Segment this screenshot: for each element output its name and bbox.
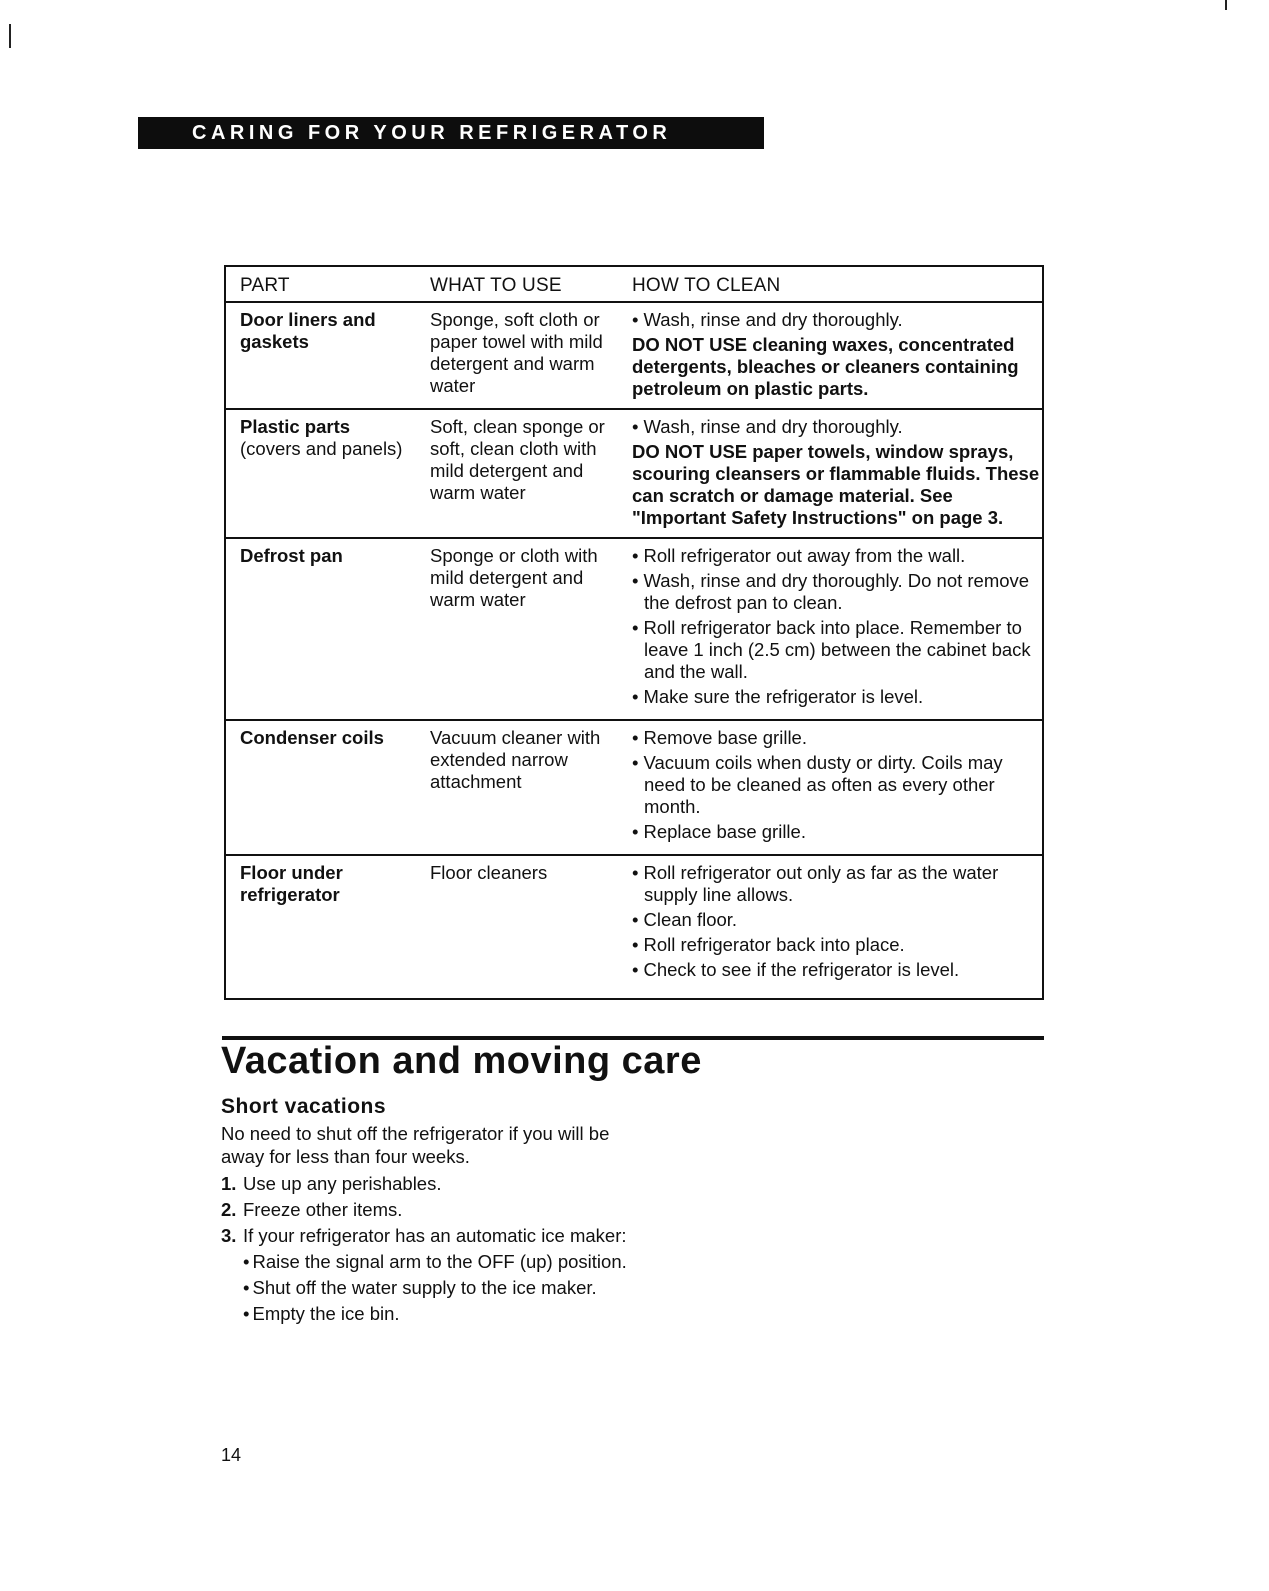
clean-step: • Vacuum coils when dusty or dirty. Coils may need to be cleaned as often as every other month. [632,752,1042,818]
table-row [225,855,1043,999]
scan-edge-mark [9,24,11,48]
part-name: Defrost pan [240,545,343,566]
warning-text: DO NOT USE paper towels, window sprays, scouring cleansers or flammable fluids. These can scratch or damage material. See "Important Safety Instructions" on page 3. [632,441,1040,528]
what-to-use-cell: Sponge or cloth with mild detergent and warm water [416,538,618,720]
how-to-clean-cell [618,409,1043,538]
what-to-use-cell: Vacuum cleaner with extended narrow attachment [416,720,618,855]
what-to-use-cell: Sponge, soft cloth or paper towel with mild detergent and warm water [416,302,618,409]
list-item: • Raise the signal arm to the OFF (up) position. [221,1250,641,1273]
part-cell [225,855,416,999]
what-to-use-cell: Soft, clean sponge or soft, clean cloth with mild detergent and warm water [416,409,618,538]
clean-step: • Check to see if the refrigerator is level. [632,959,1042,981]
how-to-clean-cell [618,720,1043,855]
part-cell [225,302,416,409]
how-to-clean-cell [618,855,1043,999]
ice-maker-list [221,1250,641,1325]
list-item [221,1198,641,1221]
section-title: Vacation and moving care [221,1040,702,1082]
part-name: Door liners and gaskets [240,309,376,352]
step-list [221,1172,641,1247]
subsection-title: Short vacations [221,1095,387,1118]
table-row [225,409,1043,538]
part-cell [225,409,416,538]
part-name: Floor under refrigerator [240,862,343,905]
step-text: If your refrigerator has an automatic ice maker: [243,1225,627,1246]
how-to-clean-cell [618,302,1043,409]
list-item [221,1172,641,1195]
section-banner: CARING FOR YOUR REFRIGERATOR [138,117,764,149]
clean-step: • Replace base grille. [632,821,1042,843]
step-number: 3. [221,1225,237,1246]
list-item: • Shut off the water supply to the ice maker. [221,1276,641,1299]
clean-step: • Wash, rinse and dry thoroughly. Do not remove the defrost pan to clean. [632,570,1042,614]
column-header: PART [225,266,416,302]
part-name: Condenser coils [240,727,384,748]
scan-edge-mark [1225,0,1227,10]
table-row [225,302,1043,409]
page-number: 14 [221,1445,242,1465]
cleaning-table [224,265,1044,1000]
clean-step: • Roll refrigerator back into place. Remember to leave 1 inch (2.5 cm) between the cabinet back and the wall. [632,617,1042,683]
list-item [221,1224,641,1247]
clean-step: • Wash, rinse and dry thoroughly. [632,309,1042,331]
clean-step: • Wash, rinse and dry thoroughly. [632,416,1042,438]
clean-step: • Clean floor. [632,909,1042,931]
clean-step: • Roll refrigerator out only as far as the water supply line allows. [632,862,1042,906]
part-name: Plastic parts [240,416,351,437]
step-text: Use up any perishables. [243,1173,442,1194]
step-text: Freeze other items. [243,1199,403,1220]
column-header: HOW TO CLEAN [618,266,1043,302]
what-to-use-cell: Floor cleaners [430,862,548,883]
clean-step: • Make sure the refrigerator is level. [632,686,1042,708]
how-to-clean-cell [618,538,1043,720]
part-subtitle: (covers and panels) [240,438,403,459]
clean-step: • Roll refrigerator back into place. [632,934,1042,956]
list-item: • Empty the ice bin. [221,1302,641,1325]
step-number: 2. [221,1199,237,1220]
part-cell [225,538,416,720]
intro-paragraph: No need to shut off the refrigerator if you will be away for less than four weeks. [221,1123,610,1167]
step-number: 1. [221,1173,237,1194]
column-header: WHAT TO USE [416,266,618,302]
clean-step: • Roll refrigerator out away from the wall. [632,545,1042,567]
part-cell [225,720,416,855]
warning-text: DO NOT USE cleaning waxes, concentrated detergents, bleaches or cleaners containing petroleum on plastic parts. [632,334,1019,399]
clean-step: • Remove base grille. [632,727,1042,749]
table-header-row [225,266,1043,302]
table-row [225,538,1043,720]
vacation-body [221,1122,641,1328]
table-row [225,720,1043,855]
